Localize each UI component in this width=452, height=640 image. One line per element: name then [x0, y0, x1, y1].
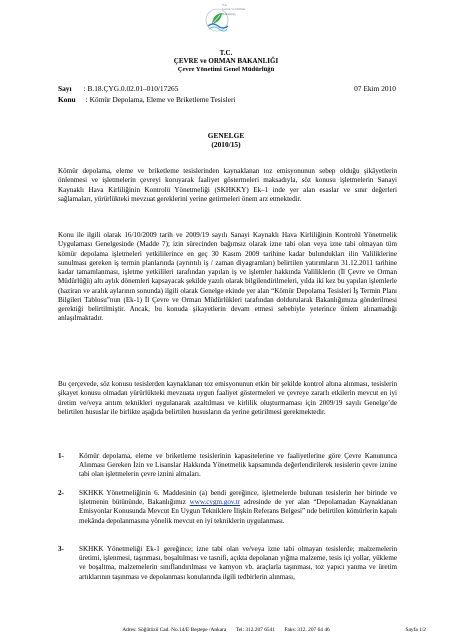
- list-item-1: [58, 452, 397, 480]
- paragraph-1: Kömür depolama, eleme ve briketleme tesislerinden kaynaklanan toz emisyonunun sebep olduğu şikâyetlerin önlenmesi ve işletmelerin çevreyi koruyarak faaliyet göstermeleri maksadıyla, söz konusu işletmelerin Sanayi Kaynaklı Hava Kirliliğinin Kontrolü Yönetmeliği (SKHKKY) Ek–1 inde yer alan esaslar ve sınır değerleri sağlamaları, yürürlükteki mevzuat gereklerini yerine getirmeleri önem arz etmektedir.: [58, 167, 397, 203]
- sayi-label: Sayı: [58, 84, 72, 93]
- logo-caption-line1: T.C.: [222, 3, 228, 7]
- list-item-text: [79, 489, 397, 526]
- page-number: Sayfa 1/2: [405, 627, 426, 633]
- list-item-text-part: adresinde de yer alan “Depolamadan Kaynaklanan Emisyonlar Konusunda Mevcut En Uygun Tekniklere İlişkin Referans Belgesi” nde belirtilen kömürlerin kapalı mekânda depolanmasına yönelik mevcut en iyi tekniklerin uygulanması.: [79, 498, 397, 525]
- genelge-title: GENELGE: [207, 131, 245, 140]
- logo-caption-line3: Bakanlığı: [222, 11, 236, 16]
- list-item-number: 1-: [58, 452, 64, 460]
- list-item-text: Kömür depolama, eleme ve briketleme tesislerinin kapasitelerine ve faaliyetlerine göre Çevre Kanununca Alınması Gereken İzin ve Lisanslar Hakkında Yönetmelik kapsamında değerlendirilerek tesislerin çevre iznine tabi olan işletmelerin çevre iznini almaları.: [79, 452, 397, 479]
- sayi-value: : B.18.ÇYG.0.02.01–010/17265: [83, 84, 179, 93]
- header-ministry: ÇEVRE ve ORMAN BAKANLIĞI: [173, 57, 279, 65]
- list-item-number: 3-: [58, 545, 64, 553]
- footer-tel: Tel: 312.207 6541: [235, 627, 275, 633]
- subject-line: [58, 95, 235, 104]
- footer-contact: [0, 627, 452, 633]
- logo-caption: [222, 3, 245, 16]
- logo-caption-line2: Çevre ve Orman: [222, 7, 246, 12]
- paragraph-2: Konu ile ilgili olarak 16/10/2009 tarih ve 2009/19 sayılı Sanayi Kaynaklı Hava Kirliliğinin Kontrolü Yönetmelik Uygulaması Genelgesinde (Madde 7); izin sürecinden bağımsız olarak izne tabi olan veya izne tabi olmayan tüm kömür depolama işletmeleri yetkililerince en geç 30 Kasım 2009 tarihine kadar bulundukları ilin Valiliklerine sunulması gereken iş termin planlarında (ayrıntılı iş / zaman diyagramları) belirtilen yatırımların 31.12.2011 tarihine kadar tamamlanması, işletme yetkilileri tarafından yapılan iş ve işlemler hakkında Valiliklerin (İl Çevre ve Orman Müdürlüğü) altı aylık dönemleri kapsayacak şekilde yazılı olarak bilgilendirilmeleri, yılda iki kez bu yapılan işlemlerle (haziran ve aralık aylarının sonunda) ilgili olarak Genelge ekinde yer alan “Kömür Depolama Tesisleri İş Termin Planı Bilgileri Tablosu”nun (Ek-1) İl Çevre ve Orman Müdürlükleri tarafından doldurularak Bakanlığımıza gönderilmesi gerektiği belirtilmiştir. Ancak, bu konuda şikayetlerin devam etmesi sebebiyle yeterince önlem alınamadığı anlaşılmaktadır.: [58, 231, 397, 323]
- list-item-3: [58, 545, 397, 582]
- konu-value: : Kömür Depolama, Eleme ve Briketleme Tesisleri: [85, 95, 236, 104]
- header-tc: T.C.: [219, 49, 233, 57]
- list-item-2: [58, 489, 397, 526]
- footer-address: Adres: Söğütözü Cad. No.14/E Beştepe /Ankara: [122, 627, 227, 633]
- footer-fax: Faks: 312. 207 64 46: [284, 627, 330, 633]
- list-item-text: SKHKK Yönetmeliği Ek-1 gereğince; izne tabi olan ve/veya izne tabi olmayan tesislerde; malzemelerin üretimi, işlenmesi, taşınması, boşaltılması ve tasnifi, açıkta depolanan yığma malzeme, tesis içi yollar, yükleme ve boşaltma, malzemelerin sınıflandırılması ve kamyon vb. araçlarla taşınması, toz yapıcı yanma ve üretim artıklarının taşınması ve depolanması konularında ilgili tedbirlerin alınması,: [79, 545, 397, 581]
- list-item-text-part: SKHKK Yönetmeliğinin 6. Maddesinin (a) bendi gereğince, işletmelerde bulunan tesislerin her birinde ve işletmenin bütününde, Bakanlığımız: [79, 489, 397, 507]
- genelge-number: (2010/15): [211, 140, 241, 149]
- paragraph-3: Bu çerçevede, söz konusu tesislerden kaynaklanan toz emisyonunun etkin bir şekilde kontrol altına alınması, tesislerin şikayet konusu olmadan yürürlükteki mevzuata uygun faaliyet göstermeleri ve çevreye zararlı etkilerin mevcut en iyi üretim ve/veya arıtım teknikleri uygulanarak azaltılması ve kirlilik oluşturmaması için 2009/19 sayılı Genelge’de belirtilen hususlar ile birlikte aşağıda belirtilen hususların da yerine getirilmesi gerekmektedir.: [58, 380, 397, 416]
- reference-number: [58, 84, 178, 93]
- list-item-number: 2-: [58, 489, 64, 497]
- document-date: 07 Ekim 2010: [354, 84, 396, 93]
- ministry-website-link[interactable]: www.cygm.gov.tr: [189, 498, 241, 507]
- konu-label: Konu: [58, 95, 76, 104]
- header-directorate: Çevre Yönetimi Genel Müdürlüğü: [177, 66, 275, 73]
